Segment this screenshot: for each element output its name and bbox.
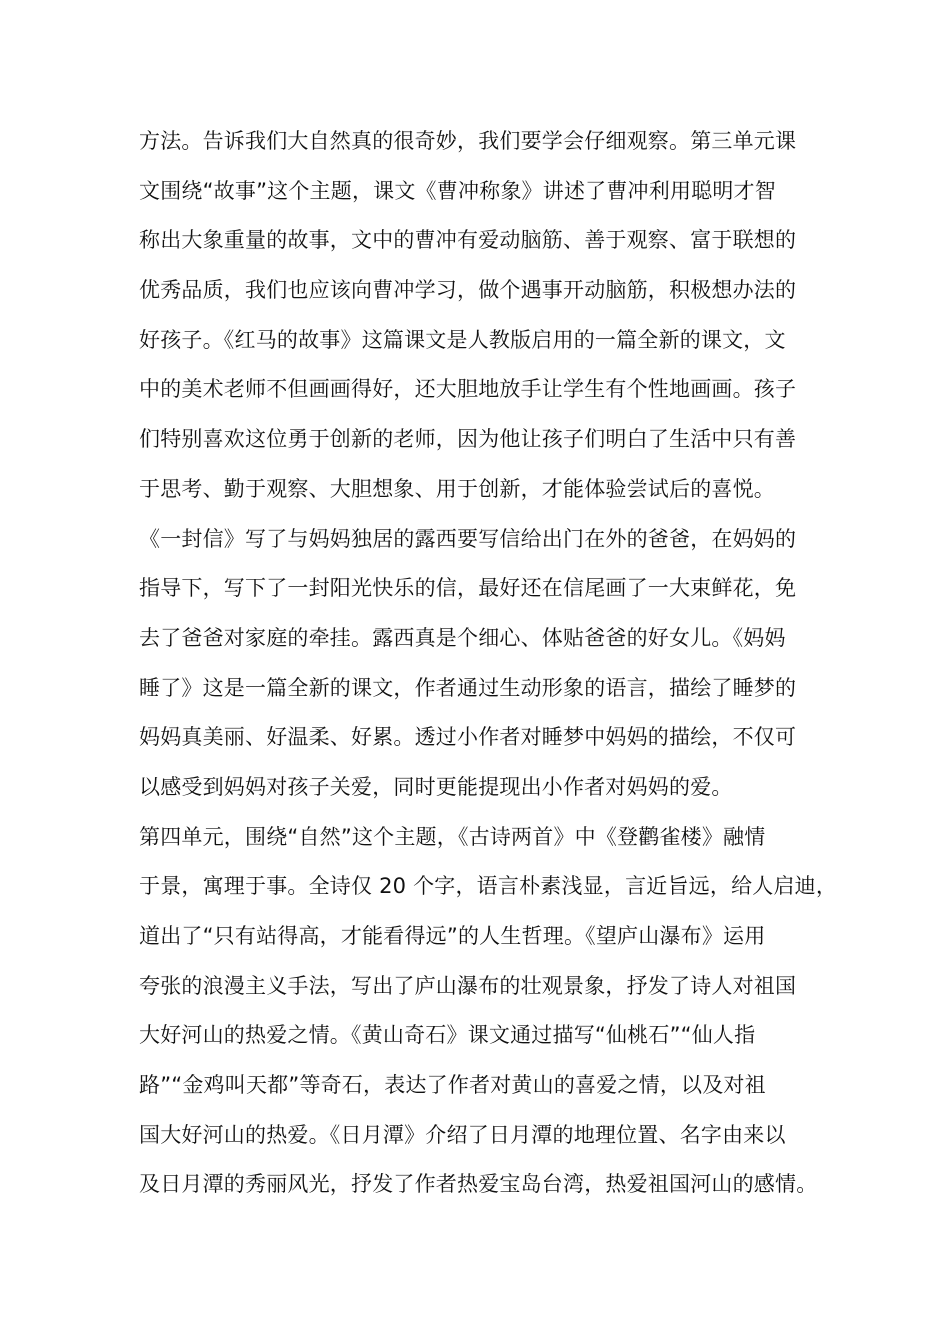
text-line: 们特别喜欢这位勇于创新的老师，因为他让孩子们明白了生活中只有善: [139, 427, 797, 452]
text-line: 文围绕“故事”这个主题，课文《曹冲称象》讲述了曹冲利用聪明才智: [139, 178, 776, 203]
text-line: 称出大象重量的故事，文中的曹冲有爱动脑筋、善于观察、富于联想的: [139, 228, 797, 253]
text-line: 好孩子。《红马的故事》这篇课文是人教版启用的一篇全新的课文，文: [139, 327, 786, 352]
text-line: 中的美术老师不但画画得好，还大胆地放手让学生有个性地画画。孩子: [139, 377, 797, 402]
text-line: 睡了》这是一篇全新的课文，作者通过生动形象的语言，描绘了睡梦的: [139, 675, 797, 700]
text-line: 及日月潭的秀丽风光，抒发了作者热爱宝岛台湾，热爱祖国河山的感情。: [139, 1172, 818, 1197]
text-line: 夸张的浪漫主义手法，写出了庐山瀑布的壮观景象，抒发了诗人对祖国: [139, 973, 797, 998]
text-line: 道出了“只有站得高，才能看得远”的人生哲理。《望庐山瀑布》运用: [139, 924, 766, 948]
text-line: 指导下，写下了一封阳光快乐的信，最好还在信尾画了一大束鲜花，免: [139, 576, 797, 601]
text-line: 妈妈真美丽、好温柔、好累。透过小作者对睡梦中妈妈的描绘，不仅可: [139, 725, 797, 750]
text-line: 方法。告诉我们大自然真的很奇妙，我们要学会仔细观察。第三单元课: [139, 129, 797, 153]
text-line: 于思考、勤于观察、大胆想象、用于创新，才能体验尝试后的喜悦。: [139, 476, 775, 501]
text-line: 于景，寓理于事。全诗仅 20 个字，语言朴素浅显，言近旨远，给人启迪，: [139, 874, 838, 899]
text-line: 第四单元，围绕“自然”这个主题，《古诗两首》中《登鹳雀楼》融情: [139, 824, 766, 849]
body-text: [139, 121, 839, 1214]
text-line: 国大好河山的热爱。《日月潭》介绍了日月潭的地理位置、名字由来以: [139, 1122, 786, 1147]
text-line: 去了爸爸对家庭的牵挂。露西真是个细心、体贴爸爸的好女儿。《妈妈: [139, 625, 786, 650]
text-line: 大好河山的热爱之情。《黄山奇石》课文通过描写“仙桃石”“仙人指: [139, 1023, 756, 1048]
text-line: 以感受到妈妈对孩子关爱，同时更能提现出小作者对妈妈的爱。: [139, 774, 733, 799]
text-line: 路”“金鸡叫天都”等奇石，表达了作者对黄山的喜爱之情，以及对祖: [139, 1073, 766, 1098]
text-line: 优秀品质，我们也应该向曹冲学习，做个遇事开动脑筋，积极想办法的: [139, 278, 797, 303]
text-line: 《一封信》写了与妈妈独居的露西要写信给出门在外的爸爸，在妈妈的: [139, 526, 797, 551]
